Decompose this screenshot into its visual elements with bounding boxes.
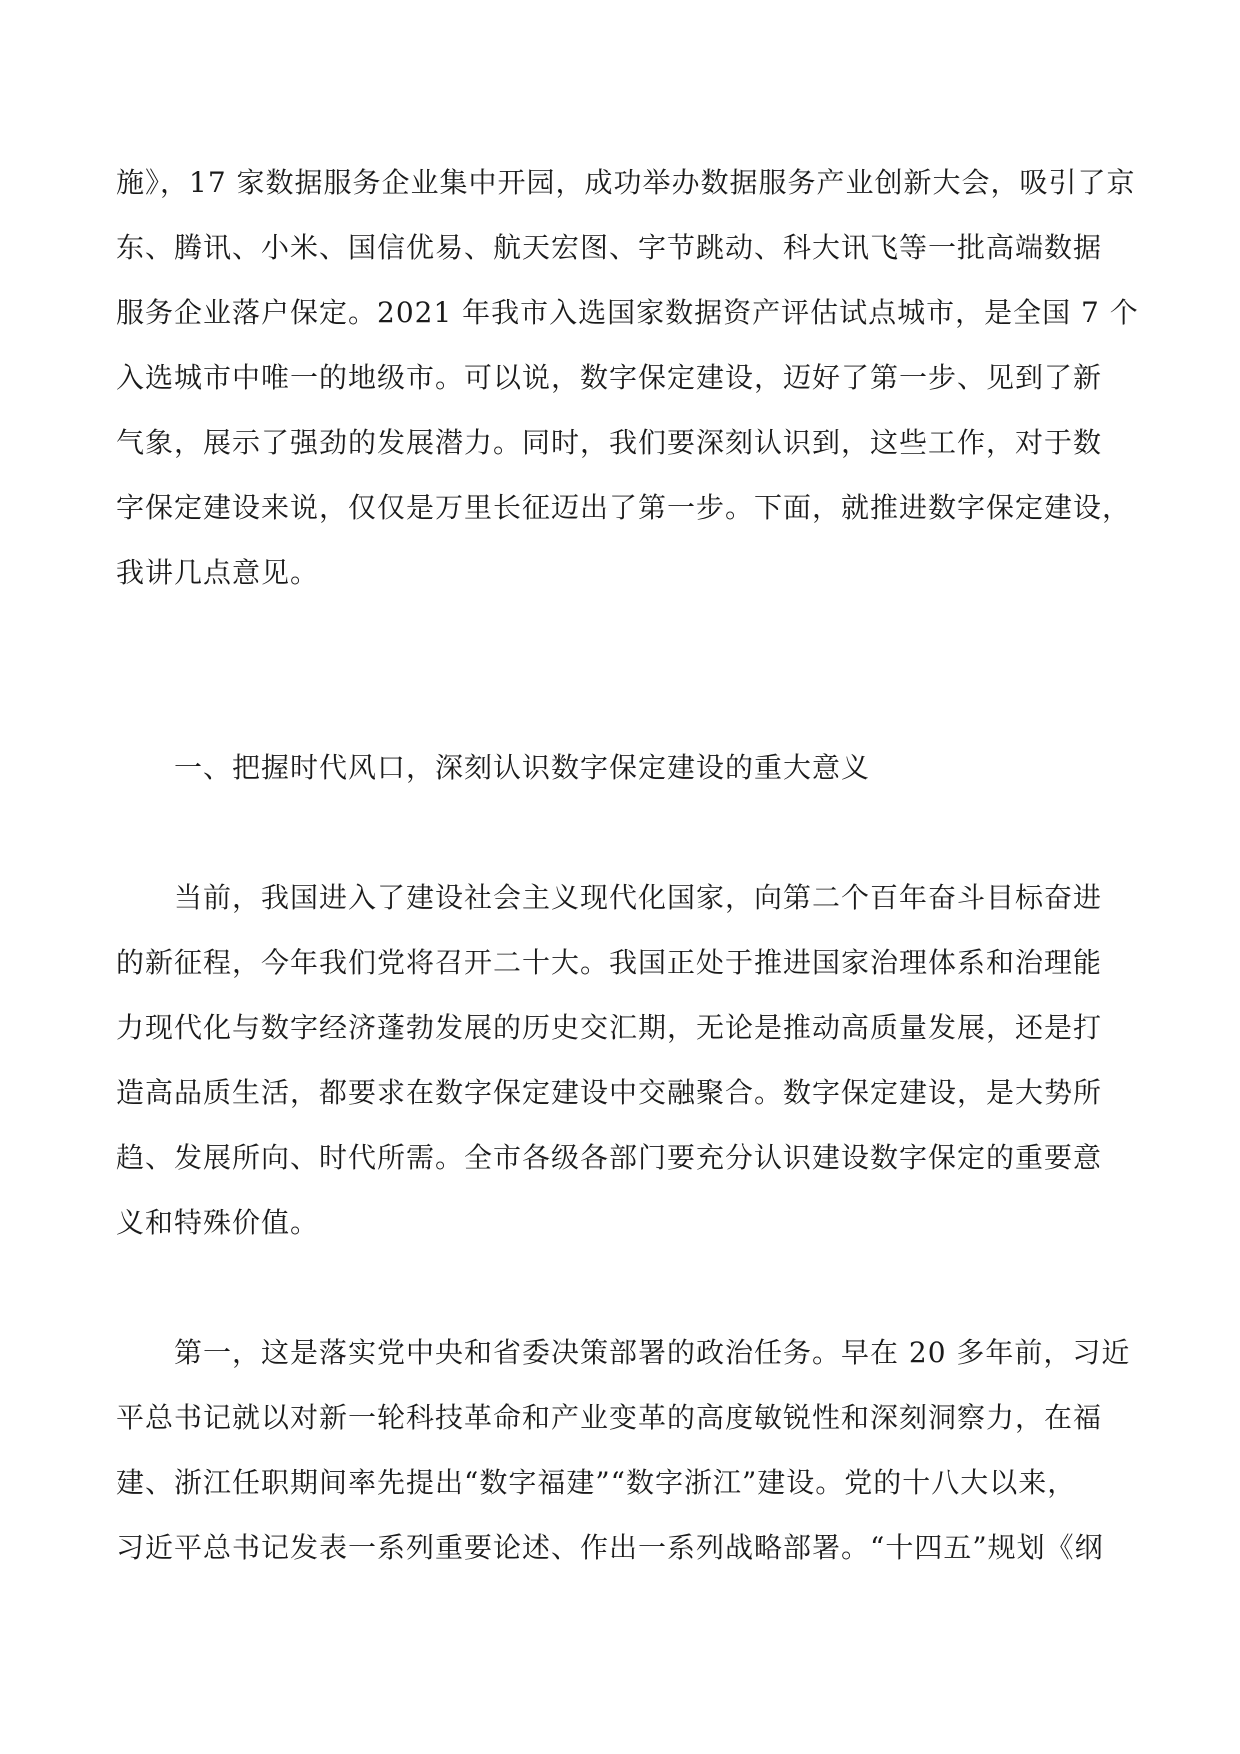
text-line: 施》，17 家数据服务企业集中开园，成功举办数据服务产业创新大会，吸引了京 [116,166,1136,199]
text-line: 当前，我国进入了建设社会主义现代化国家，向第二个百年奋斗目标奋进 [174,881,1103,914]
heading-line: 一、把握时代风口，深刻认识数字保定建设的重大意义 [174,751,871,784]
text-line: 入选城市中唯一的地级市。可以说，数字保定建设，迈好了第一步、见到了新 [116,361,1103,394]
text-line: 服务企业落户保定。2021 年我市入选国家数据资产评估试点城市，是全国 7 个 [116,296,1139,329]
document-body [116,150,1139,1580]
text-line: 造高品质生活，都要求在数字保定建设中交融聚合。数字保定建设，是大势所 [116,1076,1103,1109]
text-line: 的新征程，今年我们党将召开二十大。我国正处于推进国家治理体系和治理能 [116,946,1103,979]
text-line: 建、浙江任职期间率先提出“数字福建”“数字浙江”建设。党的十八大以来， [116,1466,1077,1499]
text-line: 东、腾讯、小米、国信优易、航天宏图、字节跳动、科大讯飞等一批高端数据 [116,231,1103,264]
text-line: 力现代化与数字经济蓬勃发展的历史交汇期，无论是推动高质量发展，还是打 [116,1011,1103,1044]
text-line: 气象，展示了强劲的发展潜力。同时，我们要深刻认识到，这些工作，对于数 [116,426,1103,459]
text-line: 我讲几点意见。 [116,556,320,589]
text-line: 第一，这是落实党中央和省委决策部署的政治任务。早在 20 多年前，习近 [174,1336,1131,1369]
paragraph-continued [116,150,1139,605]
paragraph-spacer [116,605,1130,735]
paragraph-overview [116,865,1130,1255]
text-line: 趋、发展所向、时代所需。全市各级各部门要充分认识建设数字保定的重要意 [116,1141,1103,1174]
text-line: 字保定建设来说，仅仅是万里长征迈出了第一步。下面，就推进数字保定建设， [116,491,1132,524]
paragraph-spacer [116,1255,1130,1320]
text-line: 义和特殊价值。 [116,1206,320,1239]
paragraph-spacer [116,800,1130,865]
section-heading-1 [116,735,1130,800]
text-line: 习近平总书记发表一系列重要论述、作出一系列战略部署。“十四五”规划《纲 [116,1531,1104,1564]
paragraph-first-point [116,1320,1130,1580]
text-line: 平总书记就以对新一轮科技革命和产业变革的高度敏锐性和深刻洞察力，在福 [116,1401,1103,1434]
